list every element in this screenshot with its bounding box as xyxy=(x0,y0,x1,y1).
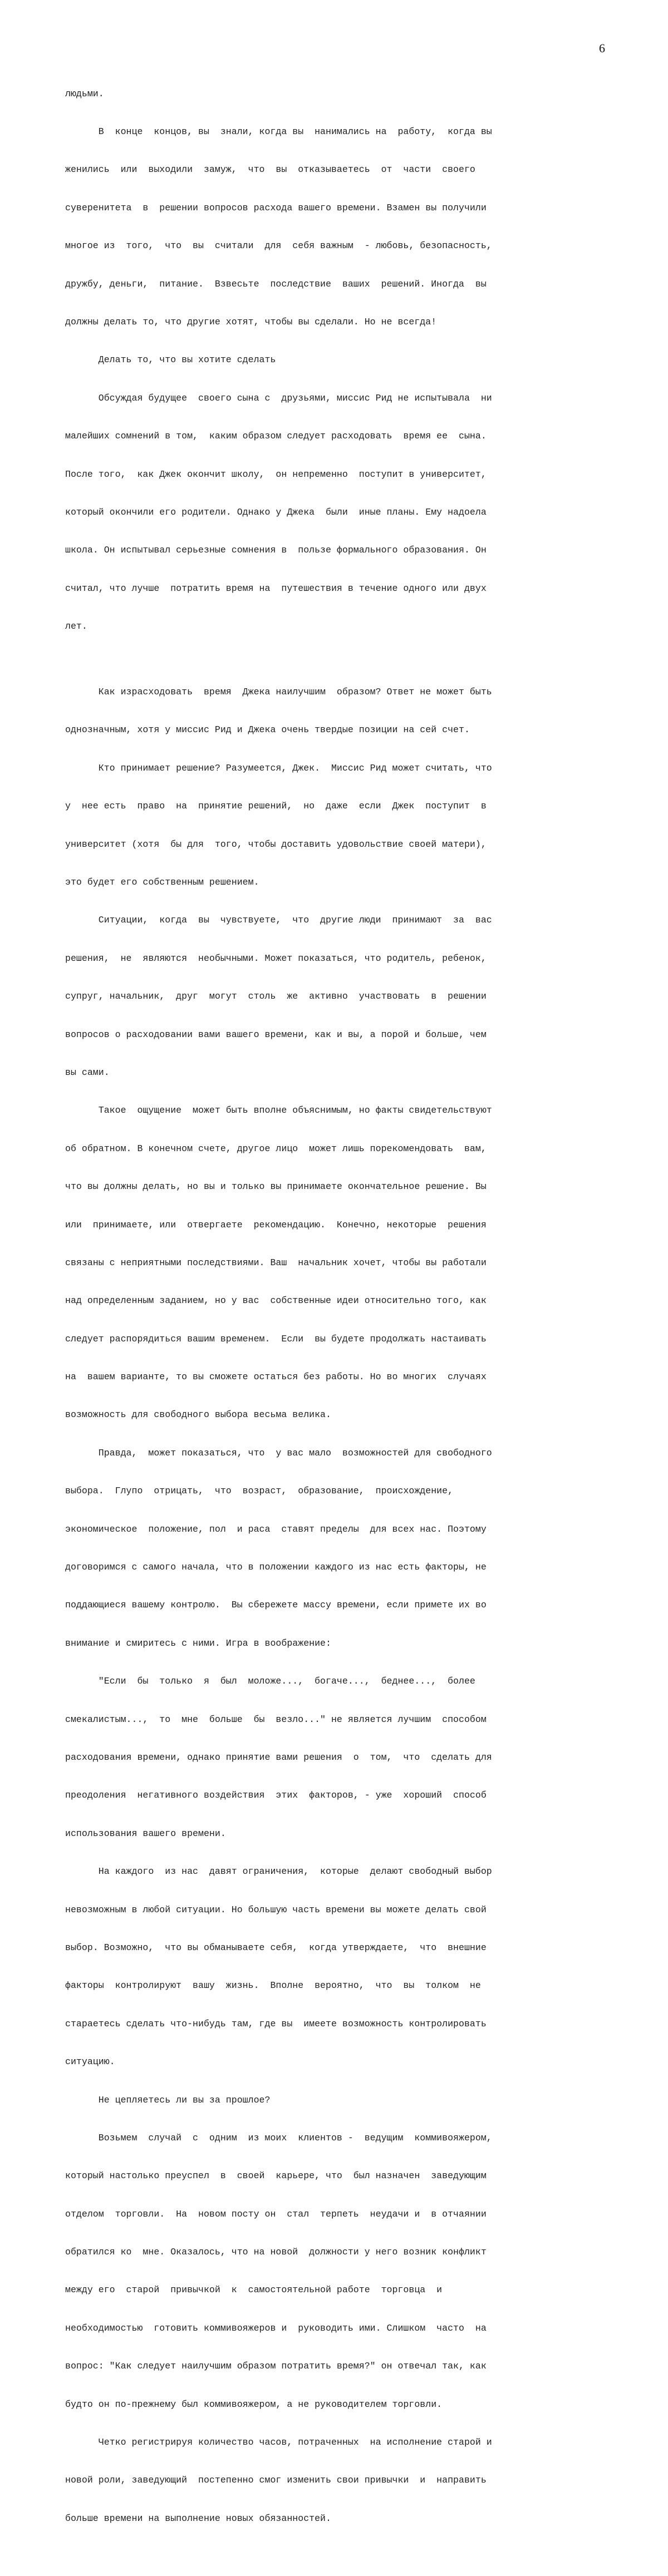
blank-line xyxy=(65,658,580,660)
text-line: между его старой привычкой к самостоятельной работе торговца и xyxy=(65,2284,443,2296)
text-line: новой роли, заведующий постепенно смог изменить свои привычки и направить xyxy=(65,2475,487,2486)
text-line: Как израсходовать время Джека наилучшим образом? Ответ не может быть xyxy=(65,687,492,698)
text-line: В конце концов, вы знали, когда вы нанимались на работу, когда вы xyxy=(65,126,492,137)
text-line: вопросов о расходовании вами вашего времени, как и вы, а порой и больше, чем xyxy=(65,1029,487,1040)
text-line: который настолько преуспел в своей карьере, что был назначен заведующим xyxy=(65,2170,487,2182)
text-line: факторы контролируют вашу жизнь. Вполне вероятно, что вы толком не xyxy=(65,1980,481,1991)
text-line: школа. Он испытывал серьезные сомнения в пользе формального образования. Он xyxy=(65,545,487,556)
text-line: "Если бы только я был моложе..., богаче..., беднее..., более xyxy=(65,1676,475,1687)
text-line: многое из того, что вы считали для себя важным - любовь, безопасность, xyxy=(65,240,492,251)
text-line: преодоления негативного воздействия этих факторов, - уже хороший способ xyxy=(65,1790,487,1801)
text-line: отделом торговли. На новом посту он стал терпеть неудачи и в отчаянии xyxy=(65,2208,487,2219)
text-line: внимание и смиритесь с ними. Игра в воображение: xyxy=(65,1637,331,1649)
text-line: связаны с неприятными последствиями. Ваш начальник хочет, чтобы вы работали xyxy=(65,1257,487,1268)
text-line: что вы должны делать, но вы и только вы принимаете окончательное решение. Вы xyxy=(65,1181,487,1192)
text-line: невозможным в любой ситуации. Но большую часть времени вы можете делать свой xyxy=(65,1904,487,1915)
section-heading: Делать то, что вы хотите сделать xyxy=(65,354,276,366)
text-line: расходования времени, однако принятие вами решения о том, что сделать для xyxy=(65,1751,492,1763)
text-line: Четко регистрируя количество часов, потраченных на исполнение старой и xyxy=(65,2437,492,2448)
text-line: университет (хотя бы для того, чтобы доставить удовольствие своей матери), xyxy=(65,838,487,850)
text-line: или принимаете, или отвергаете рекомендацию. Конечно, некоторые решения xyxy=(65,1219,487,1230)
page-number: 6 xyxy=(599,41,605,55)
text-line: у нее есть право на принятие решений, но даже если Джек поступит в xyxy=(65,801,487,812)
text-line: смекалистым..., то мне больше бы везло..." не является лучшим способом xyxy=(65,1714,487,1725)
text-line: дружбу, деньги, питание. Взвесьте последствие ваших решений. Иногда вы xyxy=(65,278,487,289)
text-line: людьми. xyxy=(65,88,104,99)
text-line: суверенитета в решении вопросов расхода вашего времени. Взамен вы получили xyxy=(65,202,487,213)
text-line: вопрос: "Как следует наилучшим образом потратить время?" он отвечал так, как xyxy=(65,2361,487,2372)
text-line: обратился ко мне. Оказалось, что на новой должности у него возник конфликт xyxy=(65,2247,487,2258)
text-line: экономическое положение, пол и раса ставят пределы для всех нас. Поэтому xyxy=(65,1523,487,1534)
text-line: Ситуации, когда вы чувствуете, что другие люди принимают за вас xyxy=(65,915,492,926)
text-line: После того, как Джек окончит школу, он непременно поступит в университет, xyxy=(65,468,487,480)
text-line: должны делать то, что другие хотят, чтобы вы сделали. Но не всегда! xyxy=(65,316,437,327)
text-line: следует распорядиться вашим временем. Если вы будете продолжать настаивать xyxy=(65,1333,487,1344)
document-body xyxy=(65,62,580,2576)
text-line: Обсуждая будущее своего сына с друзьями, миссис Рид не испытывала ни xyxy=(65,392,492,403)
text-line: На каждого из нас давят ограничения, которые делают свободный выбор xyxy=(65,1866,492,1877)
text-line: Кто принимает решение? Разумеется, Джек. Миссис Рид может считать, что xyxy=(65,762,492,773)
text-line: вы сами. xyxy=(65,1067,110,1078)
text-line: поддающиеся вашему контролю. Вы сбережете массу времени, если примете их во xyxy=(65,1600,487,1611)
text-line: выбора. Глупо отрицать, что возраст, образование, происхождение, xyxy=(65,1486,454,1497)
text-line: который окончили его родители. Однако у Джека были иные планы. Ему надоела xyxy=(65,506,487,517)
text-line: Такое ощущение может быть вполне объяснимым, но факты свидетельствуют xyxy=(65,1105,492,1116)
text-line: стараетесь сделать что-нибудь там, где вы имеете возможность контролировать xyxy=(65,2018,487,2029)
text-line: лет. xyxy=(65,621,87,632)
text-line: договоримся с самого начала, что в положении каждого из нас есть факторы, не xyxy=(65,1562,487,1573)
text-line: на вашем варианте, то вы сможете остаться без работы. Но во многих случаях xyxy=(65,1371,487,1383)
text-line: об обратном. В конечном счете, другое лицо может лишь порекомендовать вам, xyxy=(65,1143,487,1154)
text-line: возможность для свободного выбора весьма велика. xyxy=(65,1409,331,1420)
text-line: решения, не являются необычными. Может показаться, что родитель, ребенок, xyxy=(65,953,487,964)
text-line: выбор. Возможно, что вы обманываете себя, когда утверждаете, что внешние xyxy=(65,1942,487,1953)
section-heading: Возьмем случай с одним из моих клиентов - ведущим коммивояжером, xyxy=(65,2132,492,2143)
text-line: это будет его собственным решением. xyxy=(65,877,259,887)
text-line: больше времени на выполнение новых обязанностей. xyxy=(65,2513,331,2524)
text-line: необходимостью готовить коммивояжеров и руководить ими. Слишком часто на xyxy=(65,2322,487,2333)
text-line xyxy=(65,2550,580,2563)
text-line: Не цепляетесь ли вы за прошлое? xyxy=(65,2094,271,2105)
text-line: однозначным, хотя у миссис Рид и Джека очень твердые позиции на сей счет. xyxy=(65,724,470,736)
text-line: женились или выходили замуж, что вы отказываетесь от части своего xyxy=(65,164,475,175)
text-line: будто он по-прежнему был коммивояжером, а не руководителем торговли. xyxy=(65,2399,443,2410)
text-line: использования вашего времени. xyxy=(65,1828,226,1839)
text-line: Правда, может показаться, что у вас мало возможностей для свободного xyxy=(65,1447,492,1458)
text-line: супруг, начальник, друг могут столь же активно участвовать в решении xyxy=(65,991,487,1002)
text-line: над определенным заданием, но у вас собственные идеи относительно того, как xyxy=(65,1295,487,1306)
text-line: малейших сомнений в том, каким образом следует расходовать время ее сына. xyxy=(65,431,487,442)
text-line: ситуацию. xyxy=(65,2056,115,2067)
text-line: считал, что лучше потратить время на путешествия в течение одного или двух xyxy=(65,583,487,594)
